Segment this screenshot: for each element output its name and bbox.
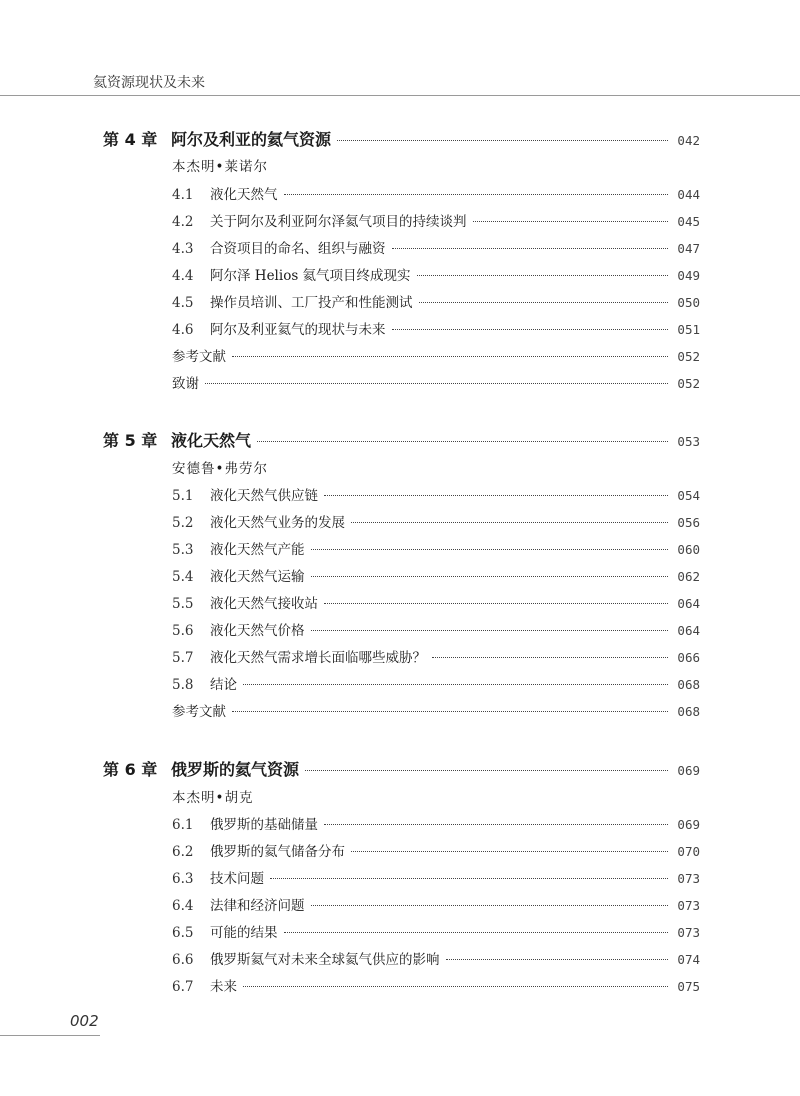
page-number: 052 bbox=[677, 376, 700, 391]
leader-dots bbox=[270, 878, 668, 879]
section-title: 阿尔泽 Helios 氦气项目终成现实 bbox=[210, 268, 411, 284]
section-title: 法律和经济问题 bbox=[210, 898, 305, 914]
page-number: 047 bbox=[677, 241, 700, 256]
leader-dots bbox=[257, 441, 668, 442]
leader-dots bbox=[351, 851, 668, 852]
section-number: 5.3 bbox=[172, 542, 194, 558]
section-number: 6.6 bbox=[172, 952, 194, 968]
section-number: 5.2 bbox=[172, 515, 194, 531]
page-number: 044 bbox=[677, 187, 700, 202]
page-number: 066 bbox=[677, 650, 700, 665]
page-number: 042 bbox=[677, 133, 700, 148]
section-title: 参考文献 bbox=[172, 704, 226, 720]
page-number: 049 bbox=[677, 268, 700, 283]
section-title: 致谢 bbox=[172, 376, 199, 392]
section-title: 液化天然气产能 bbox=[210, 542, 305, 558]
toc-entry[interactable] bbox=[172, 237, 700, 257]
section-title: 未来 bbox=[210, 979, 237, 995]
toc-entry[interactable] bbox=[172, 867, 700, 887]
section-title: 阿尔及利亚氦气的现状与未来 bbox=[210, 322, 386, 338]
leader-dots bbox=[417, 275, 668, 276]
leader-dots bbox=[473, 221, 669, 222]
leader-dots bbox=[324, 495, 668, 496]
section-title: 液化天然气 bbox=[210, 187, 278, 203]
section-title: 液化天然气接收站 bbox=[210, 596, 318, 612]
section-title: 合资项目的命名、组织与融资 bbox=[210, 241, 386, 257]
section-number: 5.6 bbox=[172, 623, 194, 639]
toc-entry[interactable] bbox=[172, 592, 700, 612]
leader-dots bbox=[324, 824, 668, 825]
leader-dots bbox=[311, 630, 669, 631]
section-title: 液化天然气价格 bbox=[210, 623, 305, 639]
section-title: 液化天然气业务的发展 bbox=[210, 515, 345, 531]
toc-entry[interactable] bbox=[172, 975, 700, 995]
toc-entry[interactable] bbox=[172, 511, 700, 531]
page-number: 075 bbox=[677, 979, 700, 994]
section-title: 俄罗斯氦气对未来全球氦气供应的影响 bbox=[210, 952, 440, 968]
toc-entry[interactable] bbox=[172, 318, 700, 338]
chapter-heading[interactable] bbox=[103, 757, 700, 780]
page-number: 074 bbox=[677, 952, 700, 967]
leader-dots bbox=[205, 383, 668, 384]
footer-rule bbox=[0, 1035, 100, 1036]
page-number: 062 bbox=[677, 569, 700, 584]
page-number: 064 bbox=[677, 596, 700, 611]
page-number: 070 bbox=[677, 844, 700, 859]
toc-entry[interactable] bbox=[172, 538, 700, 558]
page-number: 053 bbox=[677, 434, 700, 449]
page-number: 073 bbox=[677, 898, 700, 913]
chapter-number: 第 6 章 bbox=[103, 760, 158, 779]
page-number: 068 bbox=[677, 677, 700, 692]
chapter-title: 液化天然气 bbox=[171, 431, 252, 450]
section-title: 技术问题 bbox=[210, 871, 264, 887]
leader-dots bbox=[432, 657, 668, 658]
toc-entry[interactable] bbox=[172, 565, 700, 585]
toc-entry[interactable] bbox=[172, 921, 700, 941]
leader-dots bbox=[392, 248, 669, 249]
section-number: 6.4 bbox=[172, 898, 194, 914]
toc-entry[interactable] bbox=[172, 183, 700, 203]
leader-dots bbox=[243, 684, 668, 685]
leader-dots bbox=[232, 356, 668, 357]
toc-entry[interactable] bbox=[172, 291, 700, 311]
chapter-heading[interactable] bbox=[103, 127, 700, 150]
section-number: 4.1 bbox=[172, 187, 194, 203]
page-number: 073 bbox=[677, 925, 700, 940]
page-number: 045 bbox=[677, 214, 700, 229]
page-number: 050 bbox=[677, 295, 700, 310]
page-number: 060 bbox=[677, 542, 700, 557]
toc-entry[interactable] bbox=[172, 264, 700, 284]
page-number: 069 bbox=[677, 763, 700, 778]
section-number: 4.4 bbox=[172, 268, 194, 284]
section-number: 4.2 bbox=[172, 214, 194, 230]
leader-dots bbox=[311, 576, 669, 577]
page-number: 068 bbox=[677, 704, 700, 719]
section-number: 6.7 bbox=[172, 979, 194, 995]
leader-dots bbox=[284, 932, 669, 933]
toc-entry[interactable] bbox=[172, 700, 700, 720]
section-title: 关于阿尔及利亚阿尔泽氦气项目的持续谈判 bbox=[210, 214, 467, 230]
chapter-author: 本杰明•莱诺尔 bbox=[172, 159, 268, 175]
chapter-heading[interactable] bbox=[103, 428, 700, 451]
toc-entry[interactable] bbox=[172, 840, 700, 860]
page-number: 056 bbox=[677, 515, 700, 530]
page-number: 073 bbox=[677, 871, 700, 886]
section-number: 5.5 bbox=[172, 596, 194, 612]
toc-entry[interactable] bbox=[172, 372, 700, 392]
section-number: 4.5 bbox=[172, 295, 194, 311]
chapter-author: 安德鲁•弗劳尔 bbox=[172, 461, 268, 477]
toc-entry[interactable] bbox=[172, 345, 700, 365]
section-number: 5.1 bbox=[172, 488, 194, 504]
leader-dots bbox=[419, 302, 669, 303]
section-title: 俄罗斯的氦气储备分布 bbox=[210, 844, 345, 860]
section-number: 5.7 bbox=[172, 650, 194, 666]
leader-dots bbox=[351, 522, 668, 523]
section-number: 5.8 bbox=[172, 677, 194, 693]
section-title: 可能的结果 bbox=[210, 925, 278, 941]
chapter-author: 本杰明•胡克 bbox=[172, 790, 254, 806]
leader-dots bbox=[324, 603, 668, 604]
toc-entry[interactable] bbox=[172, 210, 700, 230]
section-number: 5.4 bbox=[172, 569, 194, 585]
chapter-title: 俄罗斯的氦气资源 bbox=[171, 760, 300, 779]
section-title: 参考文献 bbox=[172, 349, 226, 365]
page-number: 052 bbox=[677, 349, 700, 364]
page-number: 051 bbox=[677, 322, 700, 337]
section-number: 4.6 bbox=[172, 322, 194, 338]
leader-dots bbox=[446, 959, 669, 960]
page-number: 069 bbox=[677, 817, 700, 832]
chapter-number: 第 4 章 bbox=[103, 130, 158, 149]
leader-dots bbox=[392, 329, 669, 330]
toc-entry[interactable] bbox=[172, 813, 700, 833]
section-title: 结论 bbox=[210, 677, 237, 693]
leader-dots bbox=[311, 905, 669, 906]
section-title: 液化天然气运输 bbox=[210, 569, 305, 585]
folio-page-number: 002 bbox=[70, 1012, 99, 1030]
leader-dots bbox=[337, 140, 668, 141]
toc-entry[interactable] bbox=[172, 948, 700, 968]
chapter-number: 第 5 章 bbox=[103, 431, 158, 450]
running-header: 氦资源现状及未来 bbox=[93, 75, 205, 91]
page-number: 064 bbox=[677, 623, 700, 638]
section-title: 操作员培训、工厂投产和性能测试 bbox=[210, 295, 413, 311]
leader-dots bbox=[232, 711, 668, 712]
section-number: 6.5 bbox=[172, 925, 194, 941]
header-rule bbox=[0, 95, 800, 96]
section-title: 液化天然气需求增长面临哪些威胁？ bbox=[210, 650, 426, 666]
leader-dots bbox=[311, 549, 669, 550]
section-number: 6.2 bbox=[172, 844, 194, 860]
leader-dots bbox=[305, 770, 668, 771]
section-number: 6.3 bbox=[172, 871, 194, 887]
leader-dots bbox=[284, 194, 669, 195]
toc-entry[interactable] bbox=[172, 619, 700, 639]
leader-dots bbox=[243, 986, 668, 987]
section-number: 4.3 bbox=[172, 241, 194, 257]
section-title: 俄罗斯的基础储量 bbox=[210, 817, 318, 833]
toc-entry[interactable] bbox=[172, 673, 700, 693]
page-number: 054 bbox=[677, 488, 700, 503]
chapter-title: 阿尔及利亚的氦气资源 bbox=[171, 130, 332, 149]
toc-entry[interactable] bbox=[172, 484, 700, 504]
toc-entry[interactable] bbox=[172, 894, 700, 914]
section-title: 液化天然气供应链 bbox=[210, 488, 318, 504]
section-number: 6.1 bbox=[172, 817, 194, 833]
toc-entry[interactable] bbox=[172, 646, 700, 666]
